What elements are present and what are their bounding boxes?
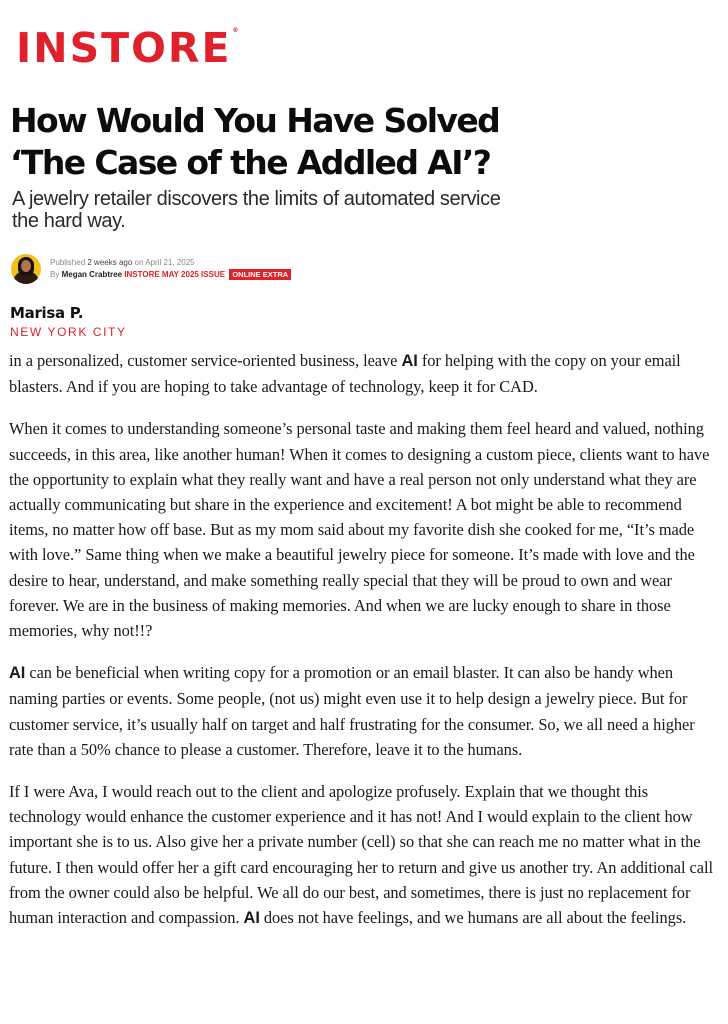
author-line <box>50 269 291 281</box>
paragraph-4-text-a: If I were Ava, I would reach out to the client and apologize profusely. Explain that we thought this technology would enhance the customer experience and it has not! And I would explain to the client how important she is to us. Also give her a private number (cell) so that she can reach me no matter what in the future. I then would offer her a gift card encouraging her to return and give us another try. An additional call from the owner could also be helpful. We all do our best, and sometimes, there is just no replacement for human interaction and compassion. <box>9 782 713 928</box>
respondent-location: NEW YORK CITY <box>10 325 127 339</box>
byline-meta <box>50 257 291 281</box>
article-body <box>9 348 721 948</box>
ai-bold-term: AI <box>243 909 260 928</box>
author-avatar-icon[interactable] <box>11 254 41 284</box>
author-link[interactable]: Megan Crabtree <box>61 270 123 279</box>
paragraph-1 <box>9 348 721 399</box>
paragraph-1-text-a: in a personalized, customer service-oriented business, leave <box>9 351 402 370</box>
paragraph-3 <box>9 660 721 762</box>
relative-time: 2 weeks ago <box>87 258 133 267</box>
headline-line-2: ‘The Case of the Addled AI’? <box>10 143 491 182</box>
paragraph-3-text: can be beneficial when writing copy for a promotion or an email blaster. It can also be handy when naming parties or events. Some people, (not us) might even use it to help design a jewelry piece. But for customer service, it’s usually half on target and half frustrating for the consumer. So, we all need a higher rate than a 50% chance to please a customer. Therefore, leave it to the humans. <box>9 663 695 759</box>
headline-line-1: How Would You Have Solved <box>10 101 500 140</box>
ai-bold-term: AI <box>401 352 418 370</box>
respondent-name: Marisa P. <box>10 304 84 322</box>
article-headline <box>10 100 530 184</box>
byline <box>11 253 291 285</box>
article-subhead: A jewelry retailer discovers the limits of automated service the hard way. <box>12 188 501 232</box>
instore-logo[interactable] <box>16 24 239 72</box>
publish-date: April 21, 2025 <box>145 258 195 267</box>
paragraph-4 <box>9 779 721 931</box>
online-extra-badge[interactable]: ONLINE EXTRA <box>229 269 291 280</box>
paragraph-2: When it comes to understanding someone’s personal taste and making them feel heard and valued, nothing succeeds, in this area, like another human! When it comes to designing a custom piece, clients want to have the opportunity to explain what they really want and have a real person not only understand what they are actually communicating but share in the experience and excitement! A bot might be able to recommend items, no matter how off base. But as my mom said about my favorite dish she cooked for me, “It’s made with love.” Same thing when we make a beautiful jewelry piece for someone. It’s made with love and the desire to hear, understand, and make something really special that they will be proud to own and wear forever. We are in the business of making memories. And when we are lucky enough to share in those memories, why not!!? <box>9 419 710 641</box>
ai-bold-term: AI <box>9 664 26 683</box>
paragraph-1-text-b: for helping with the copy on your email blasters. And if you are hoping to take advantage of technology, keep it for CAD. <box>9 351 681 397</box>
publish-line <box>50 257 291 269</box>
registered-mark: ® <box>232 27 239 34</box>
published-prefix: Published <box>50 258 86 267</box>
issue-link[interactable]: INSTORE MAY 2025 ISSUE <box>124 270 226 279</box>
paragraph-4-text-b: does not have feelings, and we humans are all about the feelings. <box>259 908 687 928</box>
logo-text: INSTORE <box>16 24 232 72</box>
on-word: on <box>134 258 144 267</box>
by-prefix: By <box>50 270 60 279</box>
